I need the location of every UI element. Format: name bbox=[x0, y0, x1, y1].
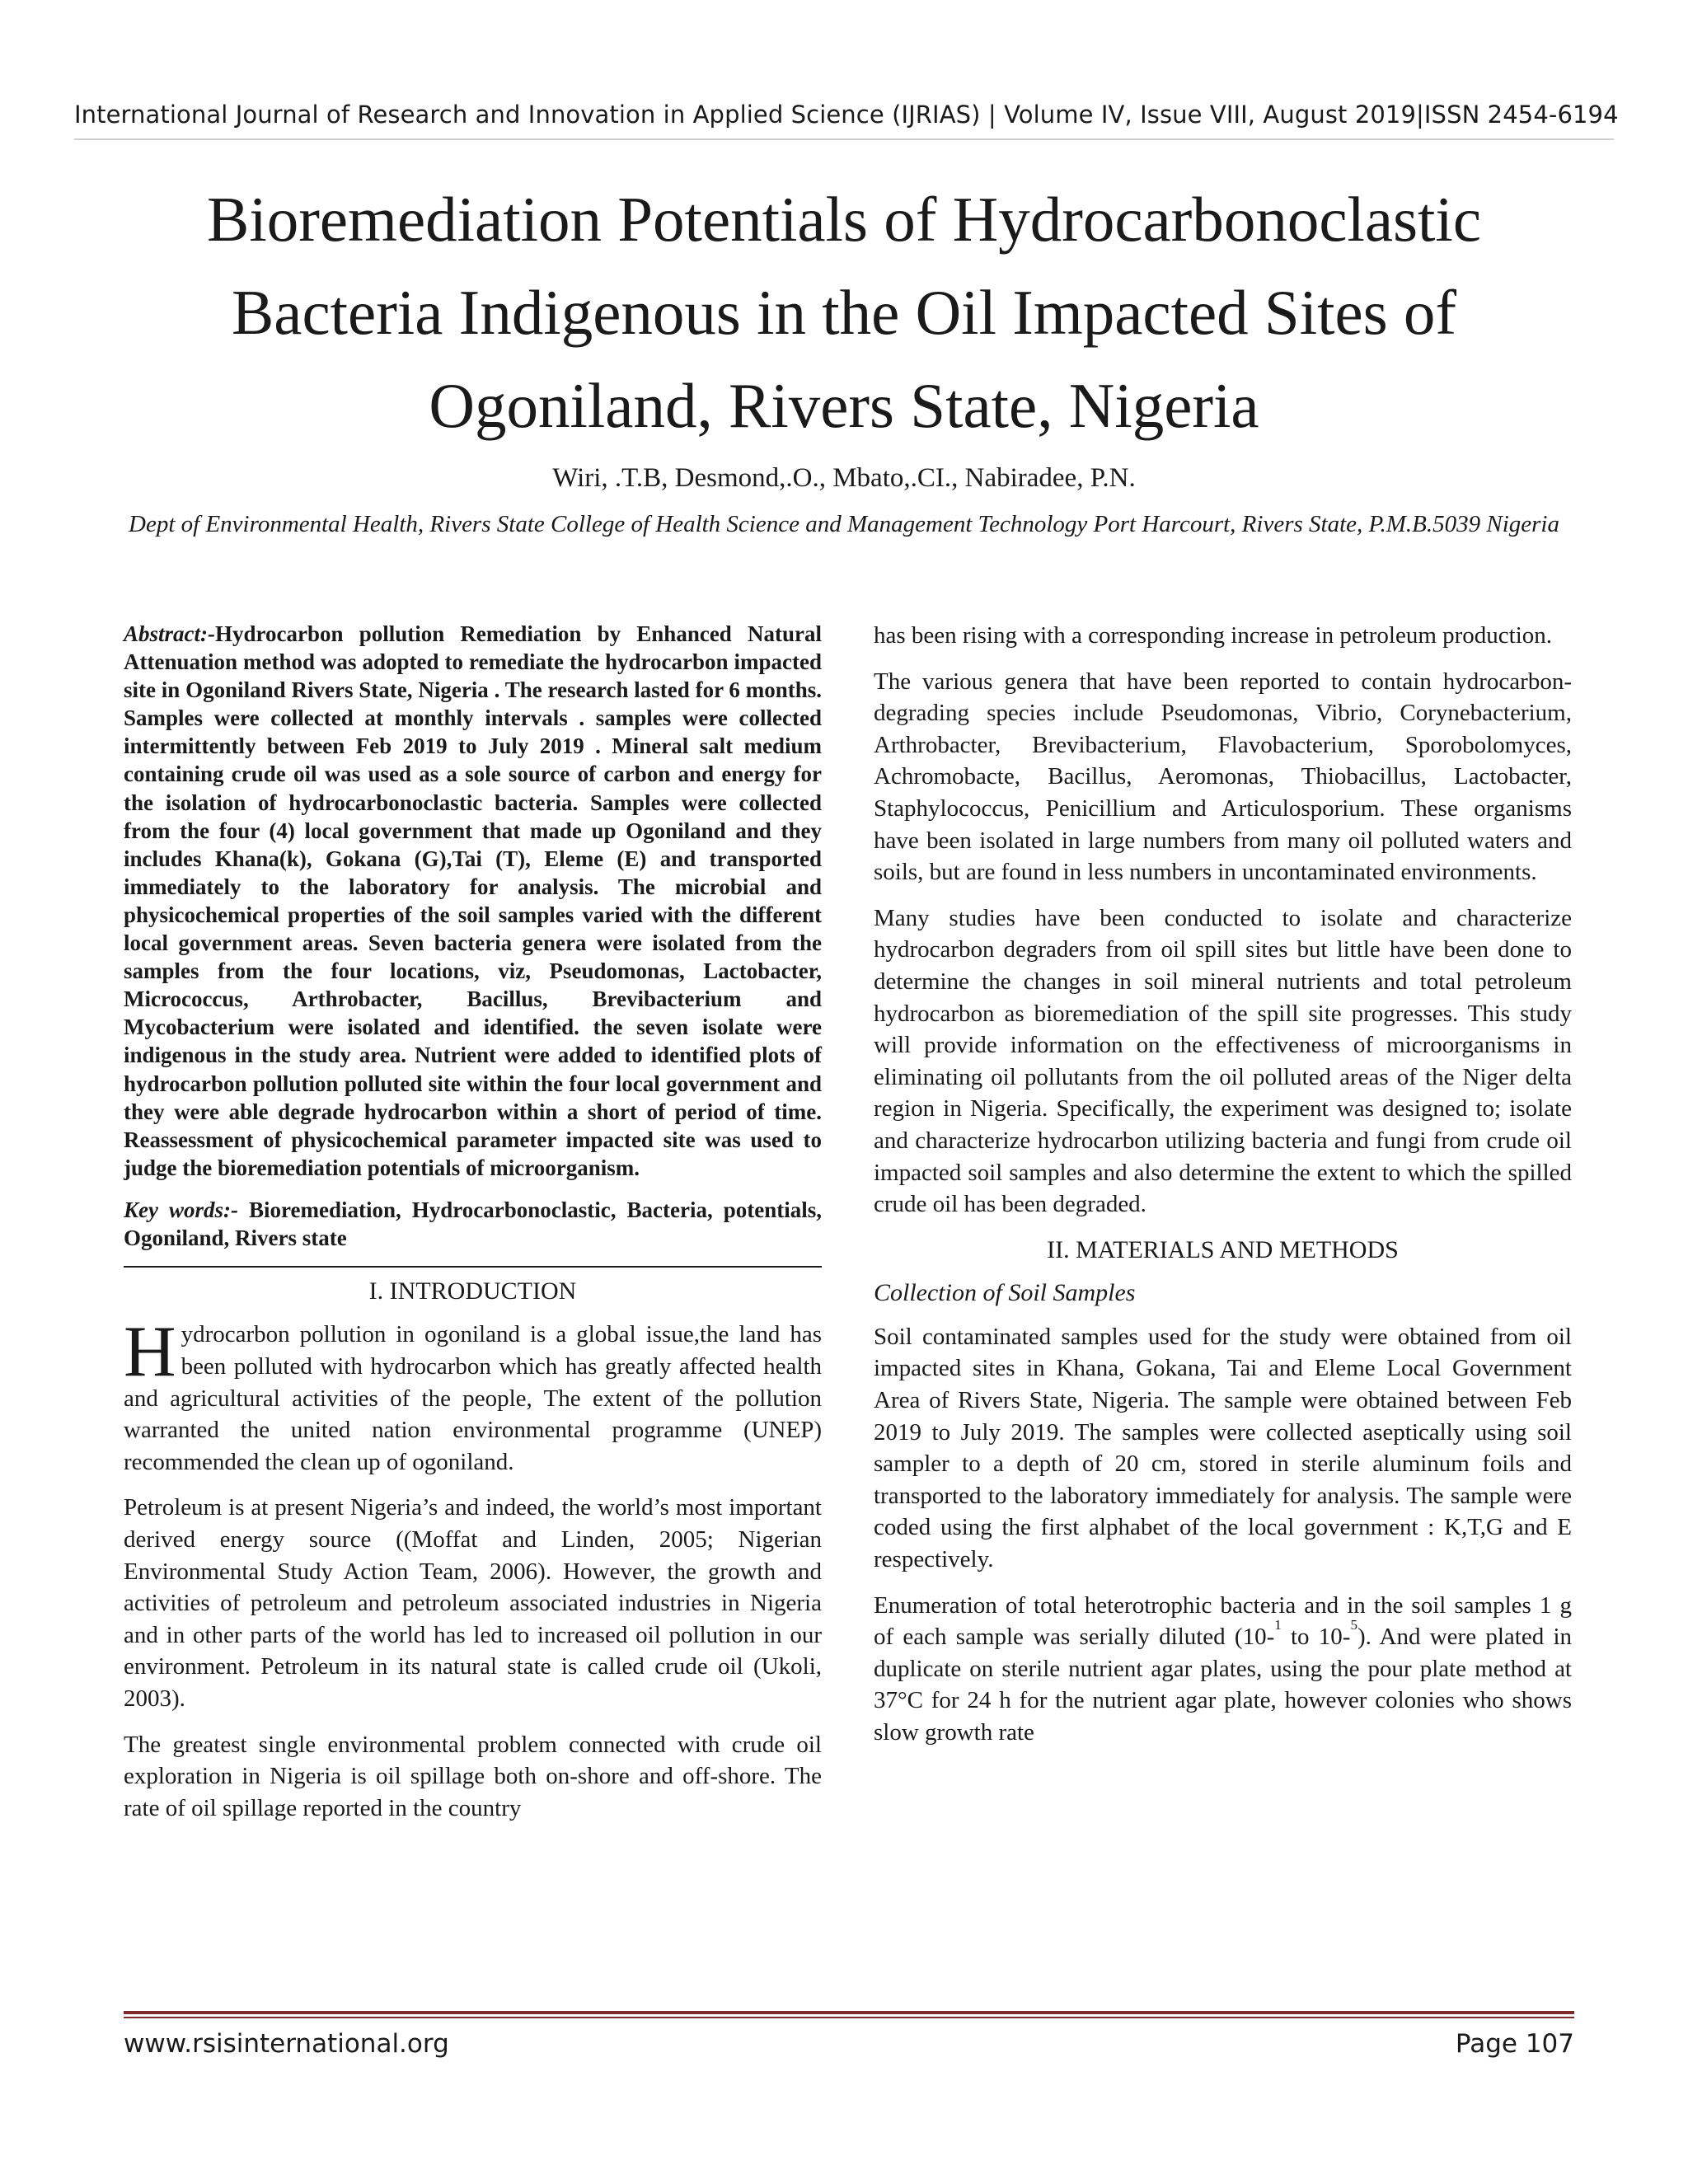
intro-paragraph-6: Many studies have been conducted to isolate and characterize hydrocarbon degraders from oil spill sites but little have been done to determine the changes in soil mineral nutrients and total petroleum hydrocarbon as bioremediation of the spill site progresses. This study will provide information on the effectiveness of microorganisms in eliminating oil pollutants from the oil polluted areas of the Niger delta region in Nigeria. Specifically, the experiment was designed to; isolate and characterize hydrocarbon utilizing bacteria and fungi from crude oil impacted soil samples and also determine the extent to which the spilled crude oil has been degraded. bbox=[874, 904, 1572, 1218]
keywords-text: Bioremediation, Hydrocarbonoclastic, Bacteria, potentials, Ogoniland, Rivers state bbox=[124, 1197, 822, 1250]
intro-paragraph-5: The various genera that have been reported to contain hydrocarbon-degrading species include Pseudomonas, Vibrio, Corynebacterium, Arthrobacter, Brevibacterium, Flavobacterium, Sporobolomyces, Achromobacte, Bacillus, Aeromonas, Thiobacillus, Lactobacter, Staphylococcus, Penicillium and Articulosporium. These organisms have been isolated in large numbers from many oil polluted waters and soils, but are found in less numbers in uncontaminated environments. bbox=[874, 668, 1572, 886]
subsection-heading-soil-samples: Collection of Soil Samples bbox=[874, 1279, 1136, 1307]
intro-paragraph-1-text: ydrocarbon pollution in ogoniland is a global issue,the land has been polluted with hydrocarbon which has greatly affected health and agricultural activities of the people, The extent of the pollution warranted the united nation environmental programme (UNEP) recommended the clean up of ogoniland. bbox=[124, 1321, 822, 1475]
author-affiliation: Dept of Environmental Health, Rivers State College of Health Science and Management Technology Port Harcourt, Rivers State, P.M.B.5039 Nigeria bbox=[129, 511, 1559, 537]
methods-paragraph-1: Soil contaminated samples used for the study were obtained from oil impacted sites in Khana, Gokana, Tai and Eleme Local Government Area of Rivers State, Nigeria. The sample were obtained between Feb 2019 to July 2019. The samples were collected aseptically using soil sampler to a depth of 20 cm, stored in sterile aluminum foils and transported to the laboratory immediately for analysis. The sample were coded using the first alphabet of the local government : K,T,G and E respectively. bbox=[874, 1323, 1572, 1573]
abstract bbox=[124, 620, 822, 1182]
footer-page-number: Page 107 bbox=[1455, 2029, 1574, 2059]
abstract-text: Hydrocarbon pollution Remediation by Enhanced Natural Attenuation method was adopted to remediate the hydrocarbon impacted site in Ogoniland Rivers State, Nigeria . The research lasted for 6 months. Samples were collected at monthly intervals . samples were collected intermittently between Feb 2019 to July 2019 . Mineral salt medium containing crude oil was used as a sole source of carbon and energy for the isolation of hydrocarbonoclastic bacteria. Samples were collected from the four (4) local government that made up Ogoniland and they includes Khana(k), Gokana (G),Tai (T), Eleme (E) and transported immediately to the laboratory for analysis. The microbial and physicochemical properties of the soil samples varied with the different local government areas. Seven bacteria genera were isolated from the samples from the four locations, viz, Pseudomonas, Lactobacter, Micrococcus, Arthrobacter, Bacillus, Brevibacterium and Mycobacterium were isolated and identified. the seven isolate were indigenous in the study area. Nutrient were added to identified plots of hydrocarbon pollution polluted site within the four local government and they were able degrade hydrocarbon within a short of period of time. Reassessment of physicochemical parameter impacted site was used to judge the bioremediation potentials of microorganism. bbox=[124, 621, 822, 1180]
footer-divider-thick bbox=[124, 2011, 1574, 2014]
methods-paragraph-2 bbox=[874, 1590, 1572, 1749]
intro-paragraph-3: The greatest single environmental problem connected with crude oil exploration in Nigeria is oil spillage both on-shore and off-shore. The rate of oil spillage reported in the country bbox=[124, 1731, 822, 1821]
superscript-exp-1: 1 bbox=[1274, 1617, 1282, 1633]
methods-p2-part-a: Enumeration of total heterotrophic bacteria and in the soil samples 1 g of each sample was serially diluted (10- bbox=[874, 1591, 1572, 1651]
paper-title: Bioremediation Potentials of Hydrocarbonoclastic Bacteria Indigenous in the Oil Impacted Sites of Ogoniland, Rivers State, Nigeria bbox=[206, 184, 1481, 441]
author-list: Wiri, .T.B, Desmond,.O., Mbato,.CI., Nabiradee, P.N. bbox=[552, 463, 1136, 493]
intro-paragraph-1 bbox=[124, 1312, 822, 1478]
header-divider bbox=[74, 138, 1614, 140]
footer-website: www.rsisinternational.org bbox=[124, 2029, 449, 2059]
keywords bbox=[124, 1196, 822, 1252]
footer-divider-thin bbox=[124, 2017, 1574, 2018]
drop-cap: H bbox=[124, 1312, 176, 1393]
left-column bbox=[124, 620, 822, 1838]
section-heading-methods: II. MATERIALS AND METHODS bbox=[1047, 1235, 1399, 1263]
abstract-label: Abstract:- bbox=[124, 621, 215, 646]
right-column bbox=[874, 620, 1572, 1763]
journal-header: International Journal of Research and Innovation in Applied Science (IJRIAS) | Volume IV, Issue VIII, August 2019|ISSN 2454-6194 bbox=[74, 101, 1619, 129]
intro-paragraph-4: has been rising with a corresponding increase in petroleum production. bbox=[874, 622, 1553, 649]
section-heading-introduction: I. INTRODUCTION bbox=[368, 1277, 577, 1305]
methods-p2-part-b: to 10- bbox=[1281, 1624, 1351, 1651]
intro-paragraph-2: Petroleum is at present Nigeria’s and indeed, the world’s most important derived energy source ((Moffat and Linden, 2005; Nigerian Environmental Study Action Team, 2006). However, the growth and activities of petroleum and petroleum associated industries in Nigeria and in other parts of the world has led to increased oil pollution in our environment. Petroleum in its natural state is called crude oil (Ukoli, 2003). bbox=[124, 1494, 822, 1712]
methods-p2-part-c: ). And were plated in duplicate on sterile nutrient agar plates, using the pour plate method at 37°C for 24 h for the nutrient agar plate, however colonies who shows slow growth rate bbox=[874, 1624, 1573, 1746]
keywords-divider bbox=[124, 1266, 822, 1268]
superscript-exp-5: 5 bbox=[1350, 1617, 1357, 1633]
keywords-label: Key words:- bbox=[124, 1197, 238, 1222]
